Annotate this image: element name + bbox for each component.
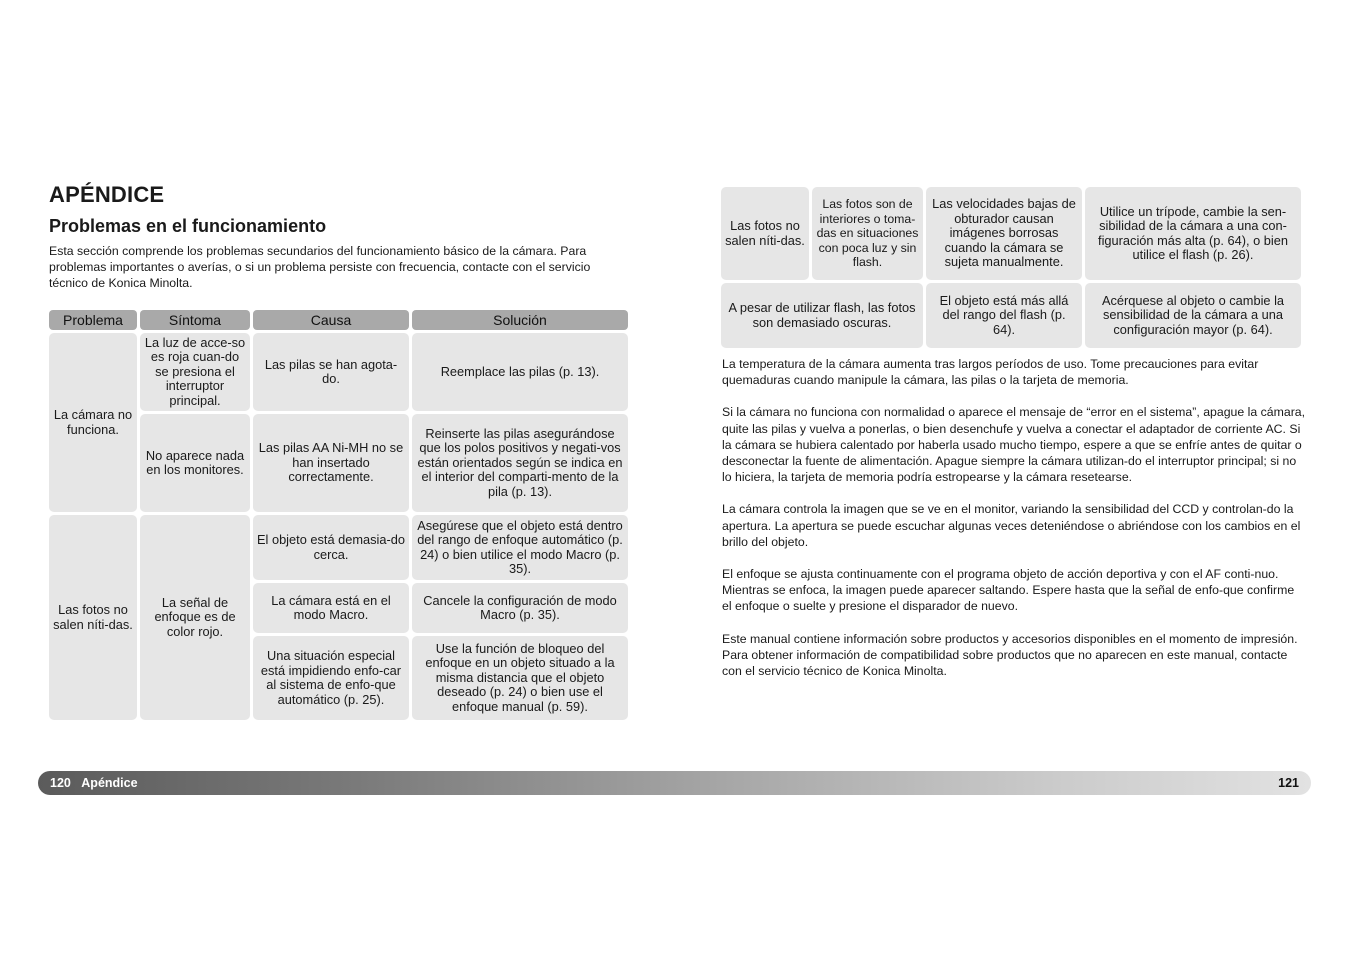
note-continuous-focus: El enfoque se ajusta continuamente con el programa objeto de acción deportiva y con el AF conti-nuo. Mientras se enfoca, la imagen puede aparecer saltando. Espere hasta que la señal de enfo-que confirme el enfoque o suelte y presione el disparador de nuevo. [722, 567, 1295, 614]
problem-camera-not-working: La cámara no funciona. [49, 333, 137, 512]
cause-subject-too-close: El objeto está demasia-do cerca. [253, 515, 409, 580]
cause-special-situation: Una situación especial está impidiendo enfo-car al sistema de enfo-que automático (p. 25). [253, 636, 409, 720]
page-title: APÉNDICE [49, 182, 165, 207]
solution-move-closer: Acérquese al objeto o cambie la sensibilidad de la cámara a una configuración mayor (p. 64). [1085, 283, 1301, 348]
symptom-low-light-no-flash: Las fotos son de interiores o toma-das en situaciones con poca luz y sin flash. [812, 187, 923, 280]
note-system-error: Si la cámara no funciona con normalidad o aparece el mensaje de “error en el sistema”, apague la cámara, quite las pilas y vuelva a ponerlas, o bien desenchufe y vuelva a conectar el adaptador de corriente AC. Si la cámara se hubiera calentado por haberla usado mucho tiempo, espere a que se enfríe antes de quitar o desconectar la fuente de alimentación. Apague siempre la cámara utilizan-do el interruptor principal; si no lo hiciera, la tarjeta de memoria podría estropearse y la cámara resetearse. [722, 405, 1306, 485]
symptom-nothing-on-monitors: No aparece nada en los monitores. [140, 414, 250, 512]
solution-check-focus-range: Asegúrese que el objeto está dentro del rango de enfoque automático (p. 24) o bien utilice el modo Macro (p. 35). [412, 515, 628, 580]
solution-reinsert-batteries: Reinserte las pilas asegurándose que los polos positivos y negati-vos están orientados según se indica en el interior del comparti-mento de la pila (p. 13). [412, 414, 628, 512]
solution-use-tripod: Utilice un trípode, cambie la sen-sibilidad de la cámara a una con-figuración más alta (p. 64), o bien utilice el flash (p. 26). [1085, 187, 1301, 280]
solution-cancel-macro: Cancele la configuración de modo Macro (p. 35). [412, 583, 628, 633]
symptom-flash-dark-photos: A pesar de utilizar flash, las fotos son demasiado oscuras. [721, 283, 923, 348]
footer-section-label: Apéndice [81, 776, 138, 790]
page-number-right: 121 [1278, 776, 1299, 790]
symptom-focus-signal-red: La señal de enfoque es de color rojo. [140, 515, 250, 720]
cause-slow-shutter: Las velocidades bajas de obturador causan imágenes borrosas cuando la cámara se sujeta manualmente. [926, 187, 1082, 280]
section-title: Problemas en el funcionamiento [49, 216, 327, 236]
symptom-access-light-red: La luz de acce-so es roja cuan-do se presiona el interruptor principal. [140, 333, 250, 411]
cause-beyond-flash-range: El objeto está más allá del rango del flash (p. 64). [926, 283, 1082, 348]
cause-batteries-exhausted: Las pilas se han agota-do. [253, 333, 409, 411]
cause-batteries-inserted-wrong: Las pilas AA Ni-MH no se han insertado correctamente. [253, 414, 409, 512]
problem-blurry-photos-cont: Las fotos no salen níti-das. [721, 187, 809, 280]
intro-paragraph: Esta sección comprende los problemas secundarios del funcionamiento básico de la cámara. Para problemas importantes o averías, o si un problema persiste con frecuencia, contacte con el servicio técnico de Konica Minolta. [49, 244, 591, 290]
note-aperture: La cámara controla la imagen que se ve en el monitor, variando la sensibilidad del CCD y controlan-do la apertura. La apertura se puede escuchar algunas veces deteniéndose o abriéndose con los cambios en el brillo del objeto. [722, 502, 1301, 549]
header-causa: Causa [253, 310, 409, 330]
left-header [49, 180, 629, 291]
footer-left [50, 771, 138, 795]
header-problema: Problema [49, 310, 137, 330]
notes-section [722, 356, 1307, 695]
note-manual-info: Este manual contiene información sobre productos y accesorios disponibles en el momento de impresión. Para obtener información de compatibilidad sobre productos que no aparecen en este manual, contacte con el servicio técnico de Konica Minolta. [722, 631, 1298, 679]
note-temperature: La temperatura de la cámara aumenta tras largos períodos de uso. Tome precauciones para evitar quemaduras cuando manipule la cámara, las pilas o la tarjeta de memoria. [722, 357, 1259, 388]
solution-replace-batteries: Reemplace las pilas (p. 13). [412, 333, 628, 411]
solution-focus-lock: Use la función de bloqueo del enfoque en un objeto situado a la misma distancia que el objeto deseado (p. 24) o bien use el enfoque manual (p. 59). [412, 636, 628, 720]
problem-blurry-photos: Las fotos no salen níti-das. [49, 515, 137, 720]
header-sintoma: Síntoma [140, 310, 250, 330]
page-number-left: 120 [50, 776, 71, 790]
header-solucion: Solución [412, 310, 628, 330]
footer-bar [38, 771, 1311, 795]
cause-macro-mode: La cámara está en el modo Macro. [253, 583, 409, 633]
